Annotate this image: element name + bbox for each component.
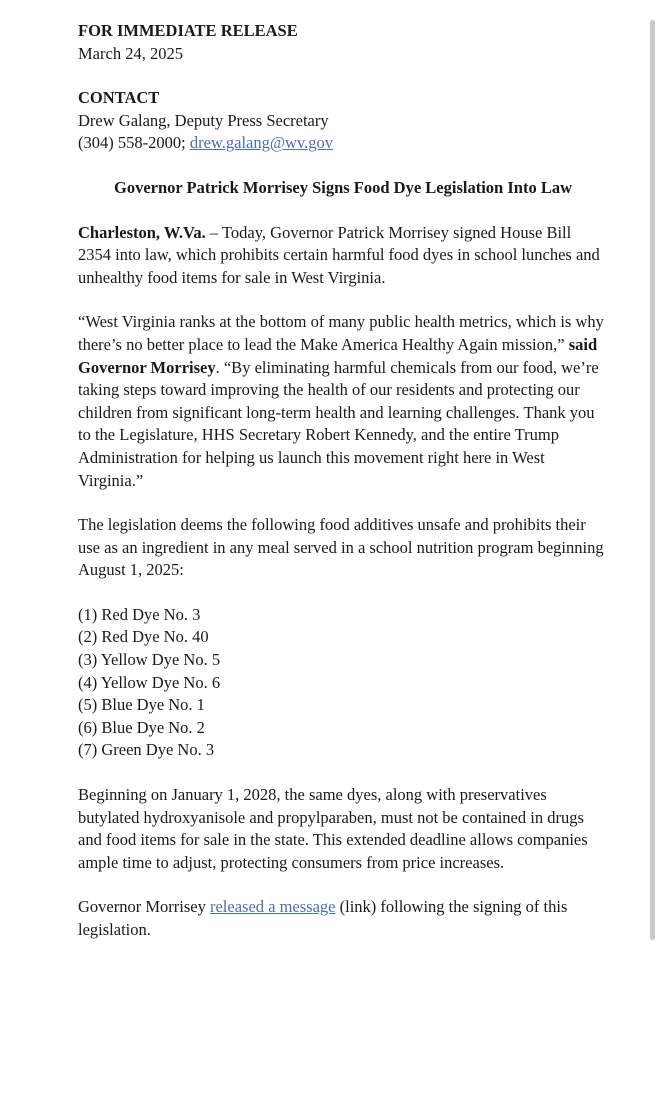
quote-attribution: said Governor Morrisey — [78, 334, 598, 377]
extended-deadline-paragraph: Beginning on January 1, 2028, the same dyes, along with preservatives butylated hydroxyanisole and propylparaben, must not be contained in drugs and food items for sale in the state. This extended deadline allows companies ample time to adjust, protecting consumers from price increases. — [78, 785, 588, 872]
closing-paragraph — [78, 896, 608, 941]
lead-paragraph — [78, 222, 608, 290]
dye-item: (1) Red Dye No. 3 — [78, 604, 201, 624]
quote-part2: . “By eliminating harmful chemicals from our food, we’re taking steps toward improving the health of our residents and protecting our children from significant long-term health and learning challenges. Thank you to the Legislature, HHS Secretary Robert Kennedy, and the entire Trump Administration for helping us launch this movement right here in West Virginia.” — [78, 357, 599, 490]
contact-phone: (304) 558-2000; — [78, 133, 186, 153]
dateline-dash: – — [205, 222, 222, 242]
dye-list — [78, 604, 608, 762]
release-label: FOR IMMEDIATE RELEASE — [78, 21, 298, 40]
dye-item: (7) Green Dye No. 3 — [78, 740, 215, 760]
dye-item: (4) Yellow Dye No. 6 — [78, 672, 221, 692]
contact-email-link[interactable]: drew.galang@wv.gov — [189, 133, 334, 153]
dateline: Charleston, W.Va. — [78, 222, 206, 242]
released-message-link[interactable]: released a message — [209, 897, 336, 917]
contact-block — [78, 87, 608, 155]
dye-item: (5) Blue Dye No. 1 — [78, 695, 205, 715]
dye-item: (6) Blue Dye No. 2 — [78, 717, 205, 737]
scrollbar[interactable] — [650, 20, 655, 940]
release-block — [78, 20, 608, 65]
dye-item: (2) Red Dye No. 40 — [78, 627, 209, 647]
contact-line — [78, 132, 608, 155]
contact-label: CONTACT — [78, 88, 160, 108]
legislation-paragraph: The legislation deems the following food additives unsafe and prohibits their use as an ingredient in any meal served in a school nutrition program beginning August 1, 2025: — [78, 515, 604, 580]
dye-item: (3) Yellow Dye No. 5 — [78, 650, 221, 670]
release-date: March 24, 2025 — [78, 43, 183, 63]
closing-after: (link) following the signing of this legislation. — [78, 897, 568, 939]
press-release — [78, 20, 608, 942]
closing-before: Governor Morrisey — [78, 897, 210, 917]
lead-text: Today, Governor Patrick Morrisey signed House Bill 2354 into law, which prohibits certain harmful food dyes in school lunches and unhealthy food items for sale in West Virginia. — [78, 222, 600, 287]
contact-person: Drew Galang, Deputy Press Secretary — [78, 110, 329, 130]
quote-paragraph — [78, 311, 608, 492]
headline: Governor Patrick Morrisey Signs Food Dye Legislation Into Law — [113, 177, 572, 197]
quote-part1: “West Virginia ranks at the bottom of many public health metrics, which is why there’s no better place to lead the Make America Healthy Again mission,” — [78, 312, 604, 354]
